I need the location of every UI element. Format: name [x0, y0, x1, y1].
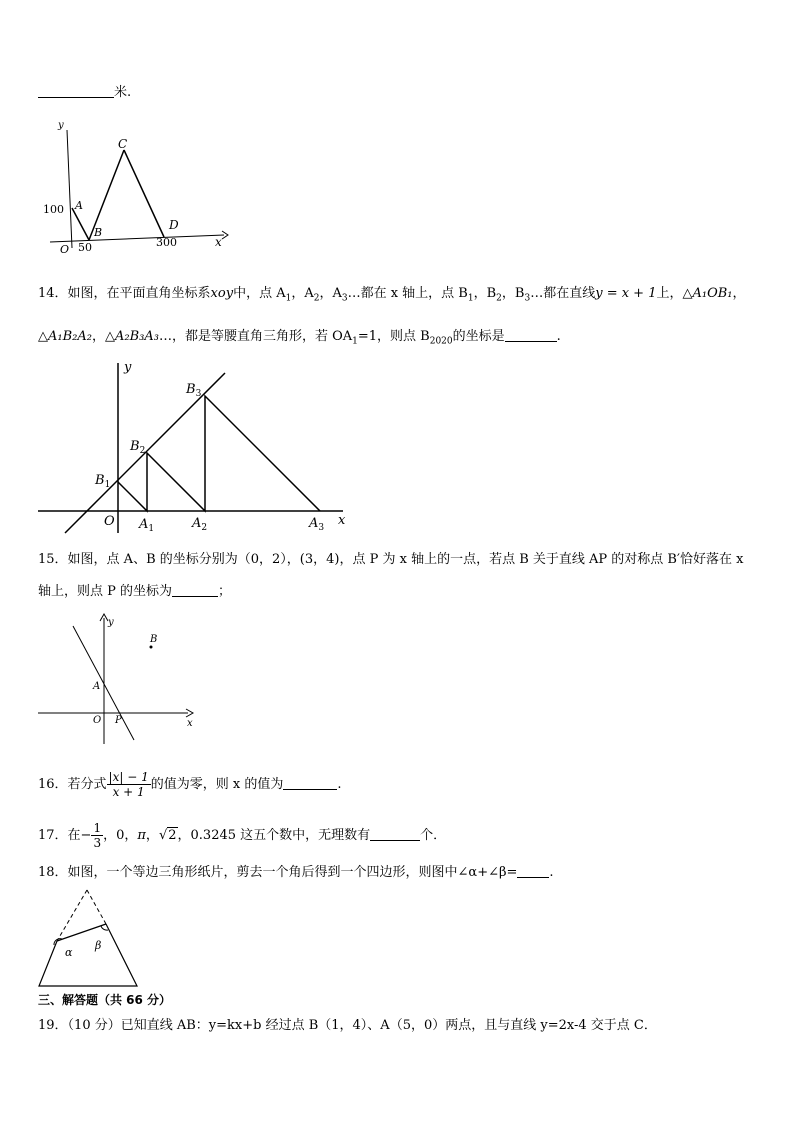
q17-text: ，0， — [103, 828, 138, 843]
q17-text: − — [80, 828, 92, 843]
q17-text: 个． — [420, 828, 447, 843]
figure-18-triangle — [38, 885, 148, 990]
figure-14-graph — [38, 355, 358, 535]
q14-text: 14．如图，在平面直角坐标系 — [38, 286, 211, 301]
q14-text: ，A — [291, 286, 314, 301]
segment-CD — [124, 150, 164, 237]
q14-subscript: 2020 — [429, 336, 453, 347]
quadrilateral-sides — [39, 924, 137, 986]
answer-blank — [172, 583, 218, 597]
q15-line-2 — [38, 583, 231, 601]
x-label: x — [338, 513, 346, 528]
label-O: O — [60, 243, 70, 256]
q15-line-1: 15．如图，点 A、B 的坐标分别为（0，2），(3，4)，点 P 为 x 轴上的一点，若点 B 关于直线 AP 的对称点 B′恰好落在 x — [38, 552, 744, 567]
q18-text: 18．如图，一个等边三角形纸片，剪去一个角后得到一个四边形，则图中∠α+∠β= — [38, 865, 518, 880]
label-100: 100 — [43, 203, 64, 216]
segment-AB — [72, 208, 89, 240]
q14-text: ，B — [473, 286, 497, 301]
q17-text: 17．在 — [38, 828, 81, 843]
section-title: 三、解答题（共 66 分） — [38, 993, 172, 1007]
answer-blank — [370, 827, 420, 841]
q15-text: ； — [218, 584, 232, 599]
label-B1: $B_1$ — [95, 473, 111, 490]
q14-text: ，A — [319, 286, 342, 301]
label-A: A — [93, 681, 101, 692]
q17-text: ，0.3245 这五个数中，无理数有 — [177, 828, 371, 843]
q16-text: 的值为零，则 x 的值为 — [150, 777, 284, 792]
q14-line-2: △A₁B₂A₂，△A₂B₃A₃…，都是等腰直角三角形，若 $OA_1=1$，则点 $B_{2020}$的坐标是 . — [38, 329, 561, 347]
q14-text: =1，则点 B — [357, 329, 430, 344]
label-A: A — [75, 199, 83, 212]
q14-triangle-3: △A₂B₃A₃ — [104, 329, 159, 344]
q17-fraction — [91, 821, 103, 850]
label-D: D — [169, 218, 179, 232]
label-P: P — [115, 715, 122, 726]
figure-13-graph — [38, 112, 238, 257]
q18-text: . — [549, 865, 554, 880]
point-B — [150, 646, 153, 649]
q17-line — [38, 818, 446, 854]
q16-text: 16．若分式 — [38, 777, 107, 792]
answer-blank — [38, 84, 114, 98]
fraction-denominator: 3 — [93, 836, 102, 850]
y-label: y — [58, 120, 64, 131]
label-B: B — [150, 634, 158, 645]
label-300: 300 — [156, 236, 177, 249]
label-B3: $B_3$ — [186, 382, 202, 399]
y-label: y — [124, 360, 132, 375]
fraction-denominator: x + 1 — [112, 785, 145, 799]
q14-text: 上， — [656, 286, 683, 301]
y-axis — [67, 130, 72, 248]
label-A2: $A_2$ — [192, 516, 208, 533]
q14-text: …，都是等腰直角三角形，若 OA — [158, 329, 353, 344]
answer-blank — [517, 864, 549, 878]
q14-text: ， — [91, 329, 105, 344]
q14-triangle-2: △A₁B₂A₂ — [38, 329, 92, 344]
q17-text: ， — [145, 828, 159, 843]
label-beta: β — [95, 939, 102, 952]
sqrt-radicand: 2 — [168, 828, 177, 843]
q14-triangle-1: △A₁OB₁ — [682, 286, 733, 301]
label-O: O — [93, 715, 102, 726]
fraction-numerator: |x| − 1 — [108, 770, 149, 784]
q14-xoy: xoy — [210, 286, 234, 301]
answer-blank — [505, 328, 557, 342]
q14-text: 的坐标是 — [452, 329, 505, 344]
q16-line — [38, 767, 341, 803]
x-label: x — [187, 718, 193, 729]
sqrt-symbol: √ — [158, 828, 168, 843]
label-B2: $B_2$ — [130, 439, 146, 456]
q16-text: . — [337, 777, 342, 792]
cut-corner-right — [87, 890, 106, 924]
q13-answer-line — [38, 84, 131, 102]
origin-label: O — [104, 514, 115, 529]
q14-equation: y = x + 1 — [595, 286, 657, 301]
cut-corner-left — [57, 890, 87, 941]
label-A3: $A_3$ — [309, 516, 325, 533]
q14-text: 中，点 A — [233, 286, 286, 301]
y-label: y — [108, 617, 114, 628]
x-axis — [50, 235, 224, 242]
q15-text: 轴上，则点 P 的坐标为 — [38, 584, 173, 599]
q13-unit: 米. — [114, 85, 132, 100]
q19-line: 19．（10 分）已知直线 AB：y=kx+b 经过点 B（1，4）、A（5，0）两点，且与直线 y=2x-4 交于点 C． — [38, 1018, 657, 1033]
label-C: C — [118, 137, 128, 151]
q14-text: …都在直线 — [530, 286, 596, 301]
label-alpha: α — [65, 946, 73, 959]
q16-fraction — [107, 770, 151, 799]
fraction-numerator: 1 — [93, 821, 102, 835]
figure-15-graph — [38, 612, 203, 747]
q18-line — [38, 864, 554, 882]
q14-text: . — [556, 329, 561, 344]
q14-line-1: 14．如图，在平面直角坐标系xoy中，点 $A_1$，$A_2$，$A_3\dots$都在 x 轴上，点 $B_1$，$B_2$，$B_3\dots$都在直线y = x + 1上，△A₁OB₁， — [38, 286, 746, 304]
x-label: x — [215, 235, 222, 249]
q14-text: ，B — [501, 286, 525, 301]
label-B: B — [94, 226, 103, 239]
label-50: 50 — [78, 241, 92, 254]
triangles-path — [118, 396, 320, 511]
label-A1: $A_1$ — [139, 517, 155, 534]
answer-blank — [283, 776, 337, 790]
q17-pi: π — [137, 828, 146, 843]
q14-text: …都在 x 轴上，点 B — [347, 286, 468, 301]
